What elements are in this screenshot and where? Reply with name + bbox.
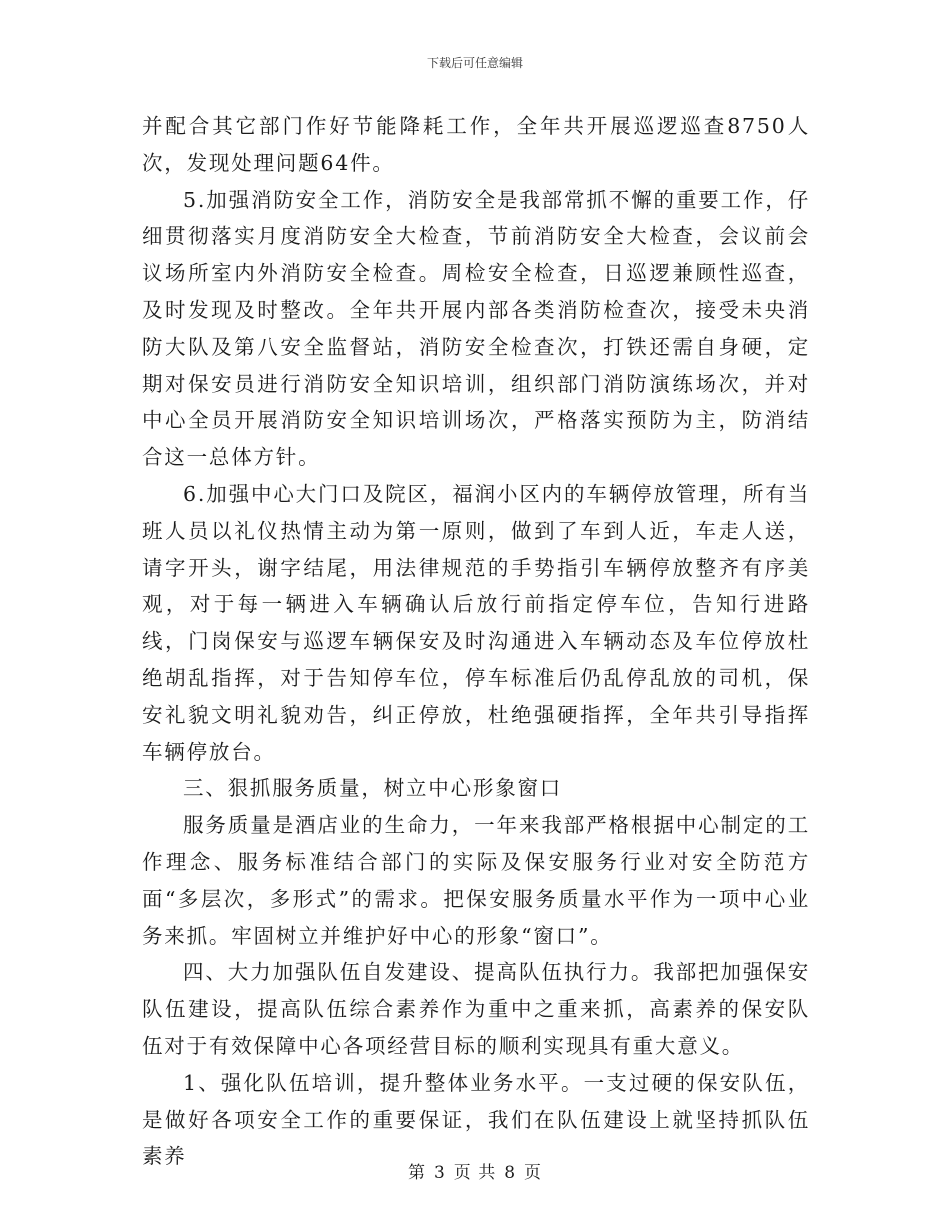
footer-suffix: 页 bbox=[524, 1163, 543, 1183]
paragraph-team-training: 1、强化队伍培训，提升整体业务水平。一支过硬的保安队伍，是做好各项安全工作的重要保证，我们在队伍建设上就坚持抓队伍素养 bbox=[142, 1070, 810, 1169]
paragraph-service-quality: 服务质量是酒店业的生命力，一年来我部严格根据中心制定的工作理念、服务标准结合部门的实际及保安服务行业对安全防范方面“多层次，多形式”的需求。把保安服务质量水平作为一项中心业务来抓。牢固树立并维护好中心的形象“窗口”。 bbox=[142, 813, 810, 948]
document-body bbox=[142, 108, 810, 1175]
paragraph-vehicle-parking: 6.加强中心大门口及院区，福润小区内的车辆停放管理，所有当班人员以礼仪热情主动为第一原则，做到了车到人近，车走人送，请字开头，谢字结尾，用法律规范的手势指引车辆停放整齐有序美观，对于每一辆进入车辆确认后放行前指定停车位，告知行进路线，门岗保安与巡逻车辆保安及时沟通进入车辆动态及车位停放杜绝胡乱指挥，对于告知停车位，停车标准后仍乱停乱放的司机，保安礼貌文明礼貌劝告，纠正停放，杜绝强硬指挥，全年共引导指挥车辆停放台。 bbox=[142, 481, 810, 764]
paragraph-team-building: 四、大力加强队伍自发建设、提高队伍执行力。我部把加强保安队伍建设，提高队伍综合素养作为重中之重来抓，高素养的保安队伍对于有效保障中心各项经营目标的顺利实现具有重大意义。 bbox=[142, 960, 810, 1058]
page-header: 下载后可任意编辑 bbox=[426, 56, 523, 70]
footer-prefix: 第 bbox=[407, 1163, 426, 1183]
paragraph-fire-safety: 5.加强消防安全工作，消防安全是我部常抓不懈的重要工作，仔细贯彻落实月度消防安全大检查，节前消防安全大检查，会议前会议场所室内外消防安全检查。周检安全检查，日巡逻兼顾性巡查，及时发现及时整改。全年共开展内部各类消防检查次，接受未央消防大队及第八安全监督站，消防安全检查次，打铁还需自身硬，定期对保安员进行消防安全知识培训，组织部门消防演练场次，并对中心全员开展消防安全知识培训场次，严格落实预防为主，防消结合这一总体方针。 bbox=[142, 187, 810, 470]
paragraph-continuation: 并配合其它部门作好节能降耗工作，全年共开展巡逻巡查8750人次，发现处理问题64件。 bbox=[142, 114, 810, 175]
page-number: 3 bbox=[433, 1163, 446, 1183]
footer-middle: 页 共 bbox=[453, 1163, 497, 1183]
section-heading-service-quality: 三、狠抓服务质量，树立中心形象窗口 bbox=[183, 776, 563, 801]
total-pages: 8 bbox=[504, 1163, 517, 1183]
page-footer bbox=[0, 1158, 950, 1183]
